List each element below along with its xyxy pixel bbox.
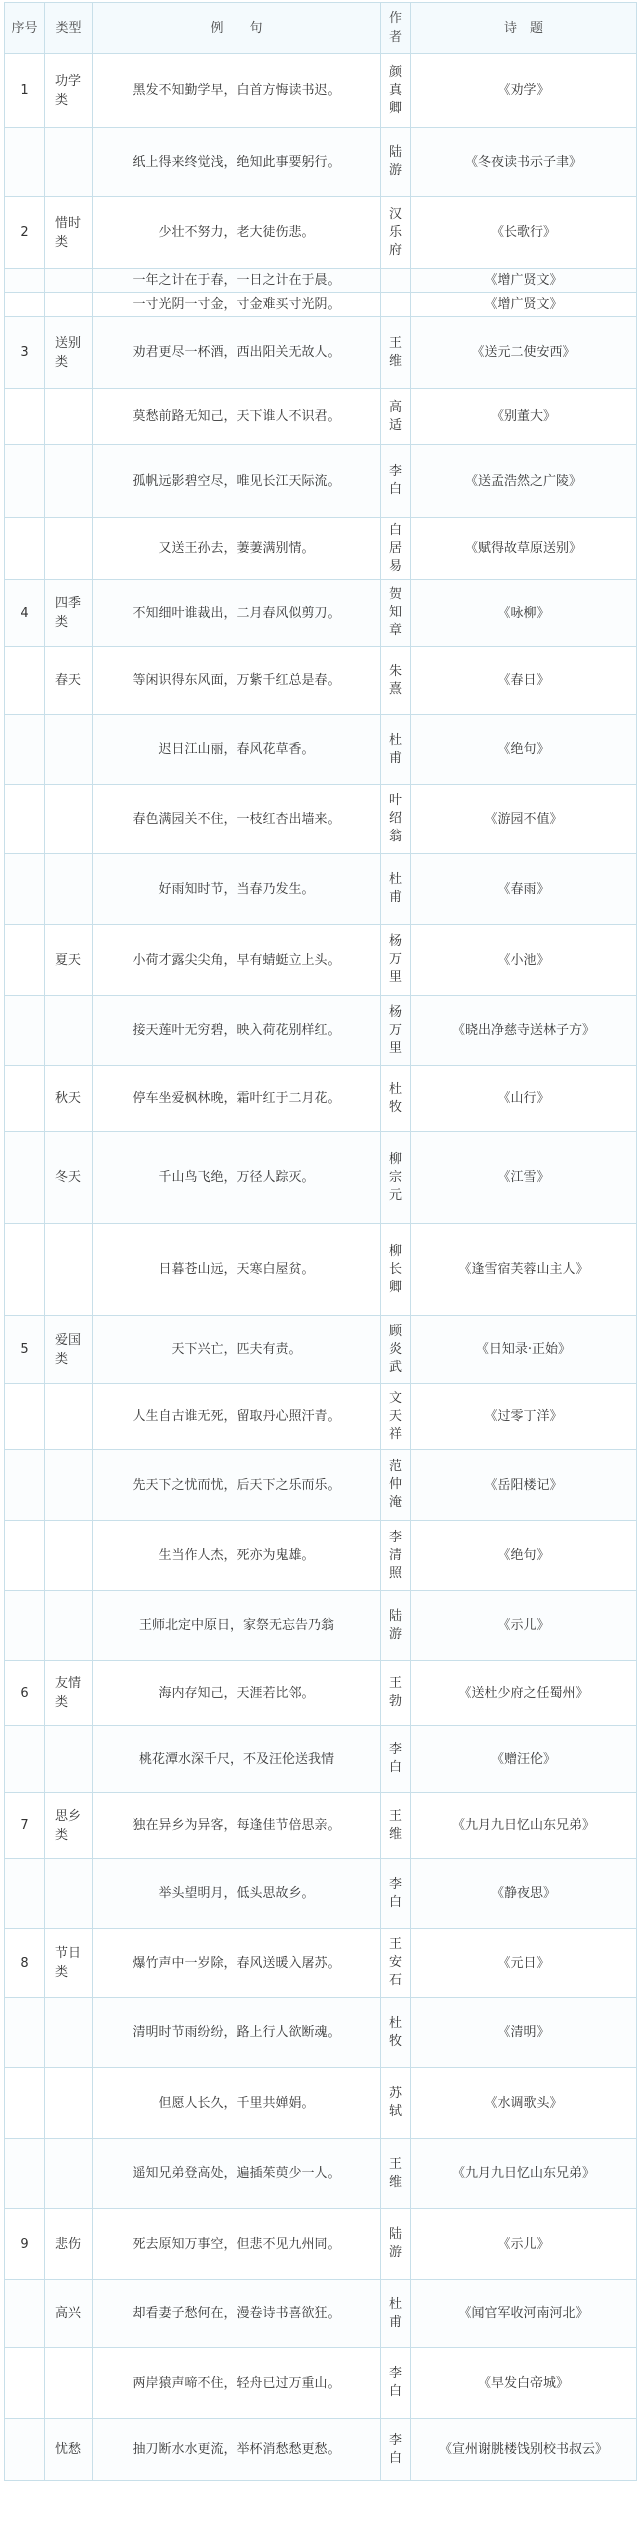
row-author: 李白 — [381, 1726, 411, 1793]
row-number — [5, 715, 45, 785]
row-title: 《增广贤文》 — [411, 269, 637, 293]
row-sentence: 抽刀断水水更流，举杯消愁愁更愁。 — [93, 2419, 381, 2481]
header-no: 序号 — [5, 3, 45, 54]
row-category — [45, 128, 93, 197]
row-sentence: 却看妻子愁何在，漫卷诗书喜欲狂。 — [93, 2280, 381, 2348]
header-category: 类型 — [45, 3, 93, 54]
table-row — [5, 1998, 637, 2068]
row-category — [45, 996, 93, 1066]
row-number — [5, 1450, 45, 1521]
table-row — [5, 1132, 637, 1224]
row-author: 李白 — [381, 2348, 411, 2419]
row-sentence: 莫愁前路无知己，天下谁人不识君。 — [93, 389, 381, 445]
row-title: 《闻官军收河南河北》 — [411, 2280, 637, 2348]
row-number — [5, 269, 45, 293]
row-number — [5, 2348, 45, 2419]
row-title: 《咏柳》 — [411, 580, 637, 647]
table-row — [5, 518, 637, 580]
row-sentence: 日暮苍山远，天寒白屋贫。 — [93, 1224, 381, 1316]
row-category — [45, 715, 93, 785]
row-category: 忧愁 — [45, 2419, 93, 2481]
row-title: 《九月九日忆山东兄弟》 — [411, 2139, 637, 2209]
row-title: 《绝句》 — [411, 1521, 637, 1591]
table-row — [5, 389, 637, 445]
row-category: 爱国类 — [45, 1316, 93, 1384]
row-number — [5, 2139, 45, 2209]
row-number — [5, 1521, 45, 1591]
row-title: 《早发白帝城》 — [411, 2348, 637, 2419]
table-row — [5, 1591, 637, 1661]
row-number — [5, 854, 45, 925]
row-title: 《赋得故草原送别》 — [411, 518, 637, 580]
row-sentence: 先天下之忧而忧，后天下之乐而乐。 — [93, 1450, 381, 1521]
row-sentence: 等闲识得东风面，万紫千红总是春。 — [93, 647, 381, 715]
row-number — [5, 996, 45, 1066]
row-title: 《冬夜读书示子聿》 — [411, 128, 637, 197]
row-category — [45, 2348, 93, 2419]
table-row — [5, 2419, 637, 2481]
row-author — [381, 293, 411, 317]
row-author: 范仲淹 — [381, 1450, 411, 1521]
row-category — [45, 1521, 93, 1591]
table-row — [5, 2068, 637, 2139]
table-row — [5, 1521, 637, 1591]
table-row — [5, 1726, 637, 1793]
row-category — [45, 1726, 93, 1793]
row-sentence: 千山鸟飞绝，万径人踪灭。 — [93, 1132, 381, 1224]
row-number: 3 — [5, 317, 45, 389]
row-sentence: 但愿人长久，千里共婵娟。 — [93, 2068, 381, 2139]
row-category: 高兴 — [45, 2280, 93, 2348]
row-category — [45, 1224, 93, 1316]
row-number — [5, 389, 45, 445]
row-category — [45, 1998, 93, 2068]
row-number — [5, 1998, 45, 2068]
table-body — [5, 54, 637, 2481]
row-title: 《示儿》 — [411, 2209, 637, 2280]
row-category: 思乡类 — [45, 1793, 93, 1859]
table-row — [5, 996, 637, 1066]
row-category: 送别类 — [45, 317, 93, 389]
row-title: 《宣州谢朓楼饯别校书叔云》 — [411, 2419, 637, 2481]
row-number: 8 — [5, 1929, 45, 1998]
table-row — [5, 54, 637, 128]
row-sentence: 小荷才露尖尖角，早有蜻蜓立上头。 — [93, 925, 381, 996]
table-row — [5, 1066, 637, 1132]
row-author: 李白 — [381, 2419, 411, 2481]
poetry-table — [4, 2, 637, 2481]
row-sentence: 孤帆远影碧空尽，唯见长江天际流。 — [93, 445, 381, 518]
row-sentence: 停车坐爱枫林晚，霜叶红于二月花。 — [93, 1066, 381, 1132]
row-sentence: 迟日江山丽，春风花草香。 — [93, 715, 381, 785]
row-title: 《送孟浩然之广陵》 — [411, 445, 637, 518]
row-author: 王勃 — [381, 1661, 411, 1726]
table-row — [5, 647, 637, 715]
row-title: 《劝学》 — [411, 54, 637, 128]
table-row — [5, 317, 637, 389]
row-author: 杜牧 — [381, 1998, 411, 2068]
table-row — [5, 1929, 637, 1998]
row-category: 夏天 — [45, 925, 93, 996]
row-title: 《晓出净慈寺送林子方》 — [411, 996, 637, 1066]
row-number — [5, 1066, 45, 1132]
row-number: 2 — [5, 197, 45, 269]
row-sentence: 桃花潭水深千尺，不及汪伦送我情 — [93, 1726, 381, 1793]
row-title: 《水调歌头》 — [411, 2068, 637, 2139]
row-category: 冬天 — [45, 1132, 93, 1224]
row-number: 9 — [5, 2209, 45, 2280]
row-sentence: 不知细叶谁裁出，二月春风似剪刀。 — [93, 580, 381, 647]
table-row — [5, 445, 637, 518]
row-title: 《送元二使安西》 — [411, 317, 637, 389]
row-category — [45, 1591, 93, 1661]
row-author: 文天祥 — [381, 1384, 411, 1450]
row-author: 柳宗元 — [381, 1132, 411, 1224]
table-row — [5, 1793, 637, 1859]
row-category: 秋天 — [45, 1066, 93, 1132]
row-title: 《春日》 — [411, 647, 637, 715]
row-category: 悲伤 — [45, 2209, 93, 2280]
row-author: 杜甫 — [381, 2280, 411, 2348]
table-header-row — [5, 3, 637, 54]
row-sentence: 纸上得来终觉浅，绝知此事要躬行。 — [93, 128, 381, 197]
row-category: 四季类 — [45, 580, 93, 647]
row-author: 颜真卿 — [381, 54, 411, 128]
row-category — [45, 854, 93, 925]
row-sentence: 接天莲叶无穷碧，映入荷花别样红。 — [93, 996, 381, 1066]
row-sentence: 黑发不知勤学早，白首方悔读书迟。 — [93, 54, 381, 128]
row-category — [45, 1384, 93, 1450]
table-row — [5, 197, 637, 269]
row-author: 李白 — [381, 1859, 411, 1929]
row-title: 《送杜少府之任蜀州》 — [411, 1661, 637, 1726]
table-row — [5, 854, 637, 925]
row-author: 李清照 — [381, 1521, 411, 1591]
row-sentence: 海内存知己，天涯若比邻。 — [93, 1661, 381, 1726]
row-author: 顾炎武 — [381, 1316, 411, 1384]
row-category — [45, 785, 93, 854]
row-author: 杨万里 — [381, 925, 411, 996]
row-number — [5, 1859, 45, 1929]
row-title: 《增广贤文》 — [411, 293, 637, 317]
table-row — [5, 1859, 637, 1929]
row-number — [5, 293, 45, 317]
row-sentence: 王师北定中原日，家祭无忘告乃翁 — [93, 1591, 381, 1661]
row-category — [45, 269, 93, 293]
row-author: 贺知章 — [381, 580, 411, 647]
header-author: 作者 — [381, 3, 411, 54]
row-author: 柳长卿 — [381, 1224, 411, 1316]
row-number — [5, 1591, 45, 1661]
row-sentence: 又送王孙去，萋萋满别情。 — [93, 518, 381, 580]
row-title: 《示儿》 — [411, 1591, 637, 1661]
table-row — [5, 293, 637, 317]
row-category: 功学类 — [45, 54, 93, 128]
row-sentence: 少壮不努力，老大徒伤悲。 — [93, 197, 381, 269]
row-title: 《过零丁洋》 — [411, 1384, 637, 1450]
row-sentence: 举头望明月，低头思故乡。 — [93, 1859, 381, 1929]
row-number — [5, 785, 45, 854]
row-title: 《逢雪宿芙蓉山主人》 — [411, 1224, 637, 1316]
row-sentence: 独在异乡为异客，每逢佳节倍思亲。 — [93, 1793, 381, 1859]
row-author: 白居易 — [381, 518, 411, 580]
row-title: 《春雨》 — [411, 854, 637, 925]
row-title: 《小池》 — [411, 925, 637, 996]
row-category: 友情类 — [45, 1661, 93, 1726]
row-number: 6 — [5, 1661, 45, 1726]
row-title: 《江雪》 — [411, 1132, 637, 1224]
row-number — [5, 925, 45, 996]
row-category — [45, 1859, 93, 1929]
row-sentence: 好雨知时节，当春乃发生。 — [93, 854, 381, 925]
row-author: 杜甫 — [381, 854, 411, 925]
row-author: 王维 — [381, 317, 411, 389]
row-title: 《清明》 — [411, 1998, 637, 2068]
row-sentence: 春色满园关不住，一枝红杏出墙来。 — [93, 785, 381, 854]
table-row — [5, 1384, 637, 1450]
row-number — [5, 2419, 45, 2481]
row-category — [45, 2139, 93, 2209]
row-category — [45, 293, 93, 317]
table-row — [5, 128, 637, 197]
row-author: 陆游 — [381, 1591, 411, 1661]
row-author: 杨万里 — [381, 996, 411, 1066]
row-category — [45, 1450, 93, 1521]
row-number — [5, 2068, 45, 2139]
row-category: 节日类 — [45, 1929, 93, 1998]
table-row — [5, 269, 637, 293]
row-author: 苏轼 — [381, 2068, 411, 2139]
row-number — [5, 445, 45, 518]
row-category: 惜时类 — [45, 197, 93, 269]
table-row — [5, 580, 637, 647]
row-sentence: 死去原知万事空，但悲不见九州同。 — [93, 2209, 381, 2280]
table-row — [5, 715, 637, 785]
row-sentence: 一年之计在于春，一日之计在于晨。 — [93, 269, 381, 293]
header-title: 诗 题 — [411, 3, 637, 54]
row-sentence: 劝君更尽一杯酒，西出阳关无故人。 — [93, 317, 381, 389]
row-title: 《山行》 — [411, 1066, 637, 1132]
row-title: 《九月九日忆山东兄弟》 — [411, 1793, 637, 1859]
row-category — [45, 518, 93, 580]
row-title: 《赠汪伦》 — [411, 1726, 637, 1793]
row-title: 《元日》 — [411, 1929, 637, 1998]
header-sentence: 例 句 — [93, 3, 381, 54]
row-title: 《日知录·正始》 — [411, 1316, 637, 1384]
row-number — [5, 1224, 45, 1316]
table-row — [5, 2348, 637, 2419]
row-sentence: 生当作人杰，死亦为鬼雄。 — [93, 1521, 381, 1591]
row-author: 朱熹 — [381, 647, 411, 715]
row-author: 陆游 — [381, 2209, 411, 2280]
row-sentence: 人生自古谁无死，留取丹心照汗青。 — [93, 1384, 381, 1450]
row-number — [5, 2280, 45, 2348]
row-category — [45, 389, 93, 445]
row-author: 叶绍翁 — [381, 785, 411, 854]
row-number — [5, 518, 45, 580]
row-number: 5 — [5, 1316, 45, 1384]
row-category: 春天 — [45, 647, 93, 715]
row-category — [45, 2068, 93, 2139]
row-number: 4 — [5, 580, 45, 647]
row-author — [381, 269, 411, 293]
row-category — [45, 445, 93, 518]
row-author: 李白 — [381, 445, 411, 518]
table-row — [5, 1661, 637, 1726]
row-title: 《别董大》 — [411, 389, 637, 445]
row-author: 杜牧 — [381, 1066, 411, 1132]
row-sentence: 爆竹声中一岁除，春风送暖入屠苏。 — [93, 1929, 381, 1998]
row-author: 王安石 — [381, 1929, 411, 1998]
table-row — [5, 1316, 637, 1384]
table-row — [5, 2209, 637, 2280]
row-author: 陆游 — [381, 128, 411, 197]
row-number: 1 — [5, 54, 45, 128]
table-row — [5, 2280, 637, 2348]
row-number — [5, 128, 45, 197]
table-row — [5, 925, 637, 996]
row-sentence: 清明时节雨纷纷，路上行人欲断魂。 — [93, 1998, 381, 2068]
row-title: 《长歌行》 — [411, 197, 637, 269]
row-number — [5, 1726, 45, 1793]
table-row — [5, 1224, 637, 1316]
row-author: 杜甫 — [381, 715, 411, 785]
row-title: 《静夜思》 — [411, 1859, 637, 1929]
table-row — [5, 785, 637, 854]
row-sentence: 两岸猿声啼不住，轻舟已过万重山。 — [93, 2348, 381, 2419]
row-author: 王维 — [381, 2139, 411, 2209]
row-number: 7 — [5, 1793, 45, 1859]
row-title: 《岳阳楼记》 — [411, 1450, 637, 1521]
row-author: 汉乐府 — [381, 197, 411, 269]
row-sentence: 一寸光阴一寸金，寸金难买寸光阴。 — [93, 293, 381, 317]
row-sentence: 天下兴亡，匹夫有责。 — [93, 1316, 381, 1384]
row-title: 《绝句》 — [411, 715, 637, 785]
row-author: 王维 — [381, 1793, 411, 1859]
table-row — [5, 2139, 637, 2209]
table-row — [5, 1450, 637, 1521]
row-number — [5, 1384, 45, 1450]
row-number — [5, 647, 45, 715]
row-author: 高适 — [381, 389, 411, 445]
row-sentence: 遥知兄弟登高处，遍插茱萸少一人。 — [93, 2139, 381, 2209]
row-title: 《游园不值》 — [411, 785, 637, 854]
row-number — [5, 1132, 45, 1224]
